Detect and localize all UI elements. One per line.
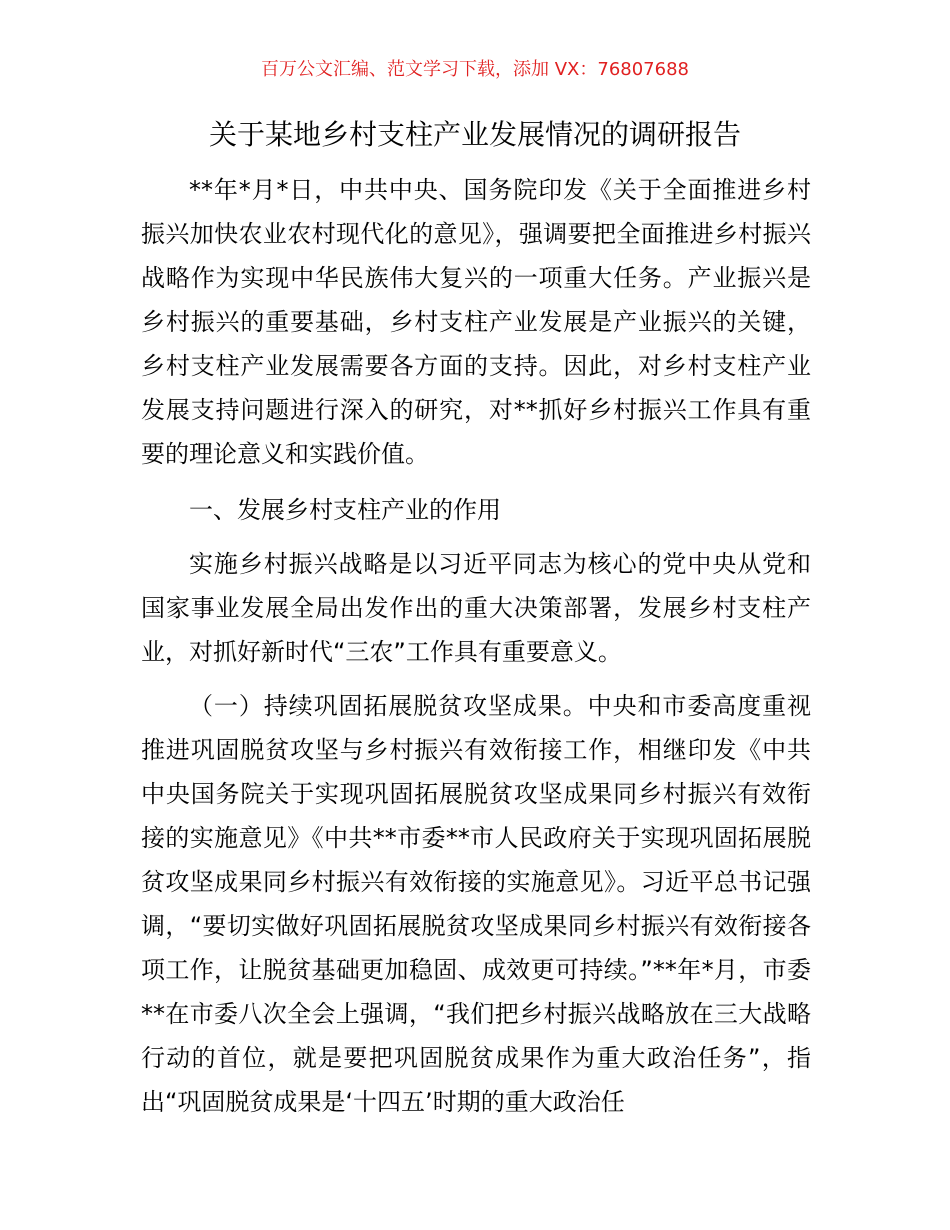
section-1-paragraph: 实施乡村振兴战略是以习近平同志为核心的党中央从党和国家事业发展全局出发作出的重大决策部署，发展乡村支柱产业，对抓好新时代“三农”工作具有重要意义。 <box>141 550 811 666</box>
intro-paragraph: **年*月*日，中共中央、国务院印发《关于全面推进乡村振兴加快农业农村现代化的意见》，强调要把全面推进乡村振兴战略作为实现中华民族伟大复兴的一项重大任务。产业振兴是乡村振兴的重要基础，乡村支柱产业发展是产业振兴的关键，乡村支柱产业发展需要各方面的支持。因此，对乡村支柱产业发展支持问题进行深入的研究，对**抓好乡村振兴工作具有重要的理论意义和实践价值。 <box>141 176 811 468</box>
document-body <box>141 168 811 1124</box>
subsection-1-paragraph: （一）持续巩固拓展脱贫攻坚成果。中央和市委高度重视推进巩固脱贫攻坚与乡村振兴有效衔接工作，相继印发《中共中央国务院关于实现巩固拓展脱贫攻坚成果同乡村振兴有效衔接的实施意见》《中共**市委**市人民政府关于实现巩固拓展脱贫攻坚成果同乡村振兴有效衔接的实施意见》。习近平总书记强调，“要切实做好巩固拓展脱贫攻坚成果同乡村振兴有效衔接各项工作，让脱贫基础更加稳固、成效更可持续。”**年*月，市委**在市委八次全会上强调，“我们把乡村振兴战略放在三大战略行动的首位，就是要把巩固脱贫成果作为重大政治任务”，指出“巩固脱贫成果是‘十四五’时期的重大政治任 <box>141 692 811 1116</box>
header-watermark: 百万公文汇编、范文学习下载，添加 VX：76807688 <box>261 59 689 80</box>
document-title: 关于某地乡村支柱产业发展情况的调研报告 <box>208 118 741 151</box>
section-heading-1: 一、发展乡村支柱产业的作用 <box>189 496 501 524</box>
